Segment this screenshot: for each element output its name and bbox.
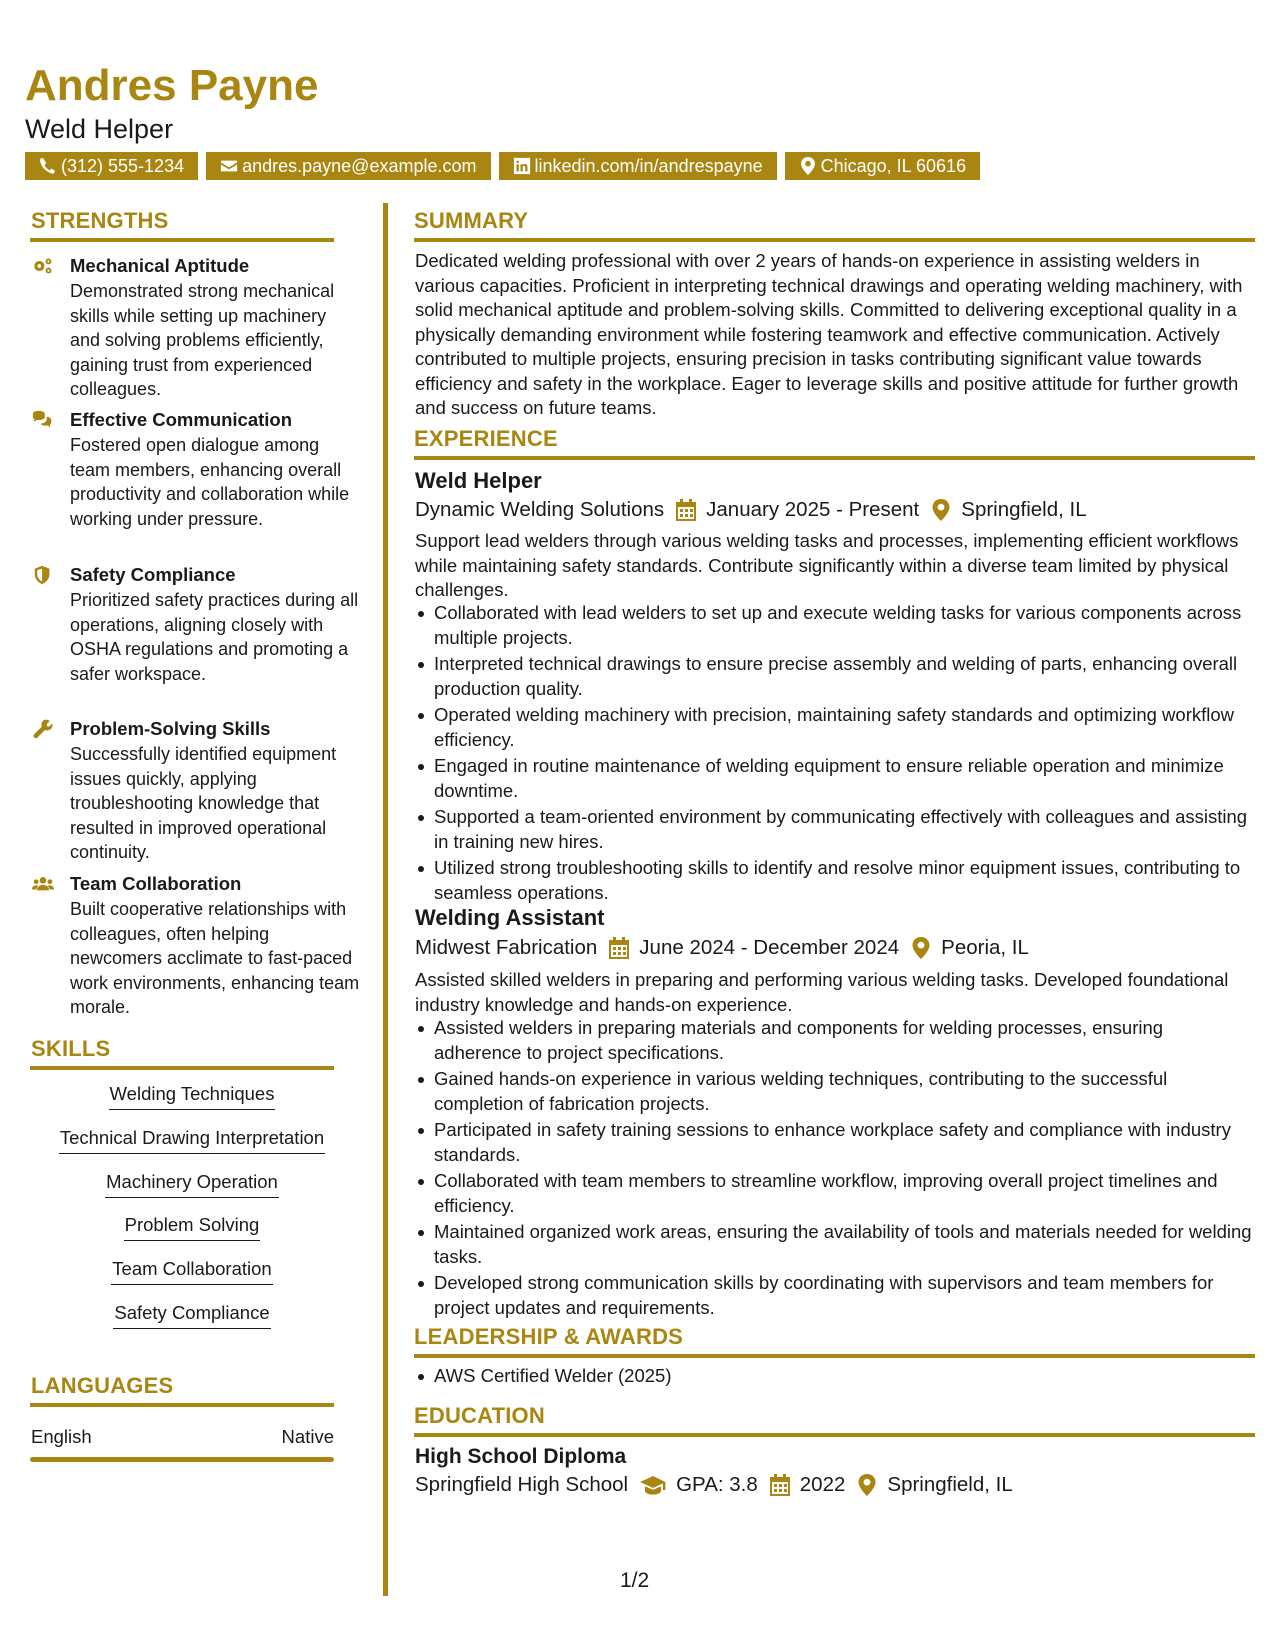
skill-tag: Team Collaboration (32, 1257, 352, 1285)
list-item: Collaborated with team members to streamline workflow, improving overall project timelines and efficiency. (415, 1169, 1255, 1218)
degree-title: High School Diploma (415, 1445, 627, 1468)
language-row (31, 1425, 334, 1449)
contact-linkedin-text: linkedin.com/in/andrespayne (534, 155, 763, 176)
job-dates: June 2024 - December 2024 (639, 936, 900, 959)
experience-rule (414, 456, 1255, 460)
list-item: Utilized strong troubleshooting skills to identify and resolve minor equipment issues, contributing to seamless operations. (415, 856, 1255, 905)
location-pin-icon (931, 499, 951, 521)
skill-tag: Machinery Operation (32, 1170, 352, 1198)
education-location: Springfield, IL (887, 1473, 1013, 1496)
skills-rule (30, 1066, 334, 1070)
summary-text: Dedicated welding professional with over 2 years of hands-on experience in assisting welders in various capacities. Proficient in interpreting technical drawings and operating welding machinery, with solid mechanical aptitude and problem-solving skills. Committed to delivering exceptional quality in a physically demanding environment while fostering teamwork and effective communication. Actively contributed to multiple projects, ensuring precision in tasks contributing significant value towards efficiency and safety in the workplace. Eager to leverage skills and positive attitude for further growth and success on future teams. (415, 250, 1243, 418)
awards-heading: LEADERSHIP & AWARDS (414, 1324, 684, 1349)
job-meta (415, 496, 1087, 524)
list-item: Maintained organized work areas, ensuring the availability of tools and materials needed for welding tasks. (415, 1220, 1255, 1269)
list-item: Developed strong communication skills by coordinating with supervisors and team members for project updates and requirements. (415, 1271, 1255, 1320)
strength-title: Safety Compliance (70, 564, 236, 585)
envelope-icon (220, 157, 238, 175)
wrench-icon (32, 719, 58, 741)
contact-bar (25, 152, 980, 180)
job-summary: Assisted skilled welders in preparing and performing various welding tasks. Developed foundational industry knowledge and hands-on experience. (415, 969, 1229, 1015)
job-location: Peoria, IL (941, 936, 1029, 959)
strength-title: Effective Communication (70, 409, 293, 430)
job-dates: January 2025 - Present (706, 498, 920, 521)
strength-title: Problem-Solving Skills (70, 718, 271, 739)
school-name: Springfield High School (415, 1473, 629, 1496)
strength-desc: Prioritized safety practices during all operations, aligning closely with OSHA regulations and promoting a safer workspace. (70, 590, 359, 684)
list-item: Interpreted technical drawings to ensure precise assembly and welding of parts, enhancing overall production quality. (415, 652, 1255, 701)
education-meta (415, 1471, 1013, 1499)
education-heading: EDUCATION (414, 1403, 545, 1428)
languages-heading: LANGUAGES (31, 1373, 174, 1398)
job-location: Springfield, IL (961, 498, 1087, 521)
strength-desc: Fostered open dialogue among team members, enhancing overall productivity and collaboration while working under pressure. (70, 435, 350, 529)
strength-desc: Built cooperative relationships with colleagues, often helping newcomers acclimate to fast-paced work environments, enhancing team morale. (70, 899, 360, 1017)
strength-desc: Demonstrated strong mechanical skills while setting up machinery and solving problems efficiently, gaining trust from experienced colleagues. (70, 281, 335, 399)
list-item: Gained hands-on experience in various welding techniques, contributing to the successful completion of fabrication projects. (415, 1067, 1255, 1116)
job-bullets (415, 601, 1255, 907)
phone-icon (39, 157, 57, 175)
job-title: Weld Helper (415, 468, 542, 493)
language-proficiency-bar (30, 1457, 334, 1462)
column-divider (383, 203, 388, 1596)
calendar-icon (770, 1474, 790, 1496)
summary-rule (414, 238, 1255, 242)
contact-linkedin[interactable] (499, 152, 777, 180)
page-number: 1/2 (620, 1569, 650, 1592)
skills-heading: SKILLS (31, 1036, 111, 1061)
strengths-rule (30, 238, 334, 242)
awards-rule (414, 1354, 1255, 1358)
list-item: Engaged in routine maintenance of welding equipment to ensure reliable operation and minimize downtime. (415, 754, 1255, 803)
skill-tag: Welding Techniques (32, 1082, 352, 1110)
job-company: Dynamic Welding Solutions (415, 498, 665, 521)
job-summary: Support lead welders through various welding tasks and processes, implementing efficient workflows while maintaining safety standards. Contribute significantly within a diverse team limited by physical challenges. (415, 530, 1239, 600)
job-bullets (415, 1016, 1255, 1322)
list-item: AWS Certified Welder (2025) (415, 1364, 1255, 1389)
contact-email[interactable] (206, 152, 490, 180)
chat-bubbles-icon (32, 410, 58, 432)
contact-phone[interactable] (25, 152, 198, 180)
shield-icon (32, 565, 58, 587)
awards-list (415, 1364, 1255, 1391)
language-name: English (31, 1426, 92, 1447)
contact-location-text: Chicago, IL 60616 (820, 155, 967, 176)
graduation-cap-icon (640, 1474, 666, 1496)
contact-email-text: andres.payne@example.com (242, 155, 477, 176)
candidate-title: Weld Helper (25, 114, 174, 144)
list-item: Operated welding machinery with precision, maintaining safety standards and optimizing workflow efficiency. (415, 703, 1255, 752)
contact-phone-text: (312) 555-1234 (61, 155, 185, 176)
job-company: Midwest Fabrication (415, 936, 598, 959)
location-pin-icon (911, 937, 931, 959)
candidate-name: Andres Payne (25, 61, 319, 110)
experience-heading: EXPERIENCE (414, 426, 558, 451)
strength-title: Mechanical Aptitude (70, 255, 250, 276)
calendar-icon (609, 937, 629, 959)
strength-desc: Successfully identified equipment issues quickly, applying troubleshooting knowledge that resulted in improved operational continuity. (70, 744, 337, 862)
education-rule (414, 1433, 1255, 1437)
language-level: Native (281, 1426, 334, 1447)
location-pin-icon (799, 157, 817, 175)
job-meta (415, 934, 1029, 962)
list-item: Participated in safety training sessions to enhance workplace safety and compliance with industry standards. (415, 1118, 1255, 1167)
languages-rule (30, 1403, 334, 1407)
users-icon (32, 874, 58, 896)
strengths-heading: STRENGTHS (31, 208, 169, 233)
education-gpa: GPA: 3.8 (676, 1473, 758, 1496)
calendar-icon (676, 499, 696, 521)
contact-location[interactable] (785, 152, 980, 180)
skill-tag: Problem Solving (32, 1213, 352, 1241)
summary-heading: SUMMARY (414, 208, 529, 233)
education-year: 2022 (799, 1473, 846, 1496)
list-item: Collaborated with lead welders to set up and execute welding tasks for various components across multiple projects. (415, 601, 1255, 650)
linkedin-icon (513, 157, 531, 175)
skill-tag: Safety Compliance (32, 1301, 352, 1329)
job-title: Welding Assistant (415, 905, 605, 930)
gears-icon (32, 256, 58, 278)
skill-tag: Technical Drawing Interpretation (32, 1126, 352, 1154)
list-item: Assisted welders in preparing materials and components for welding processes, ensuring adherence to project specifications. (415, 1016, 1255, 1065)
strength-title: Team Collaboration (70, 873, 242, 894)
list-item: Supported a team-oriented environment by communicating effectively with colleagues and assisting in training new hires. (415, 805, 1255, 854)
location-pin-icon (857, 1474, 877, 1496)
